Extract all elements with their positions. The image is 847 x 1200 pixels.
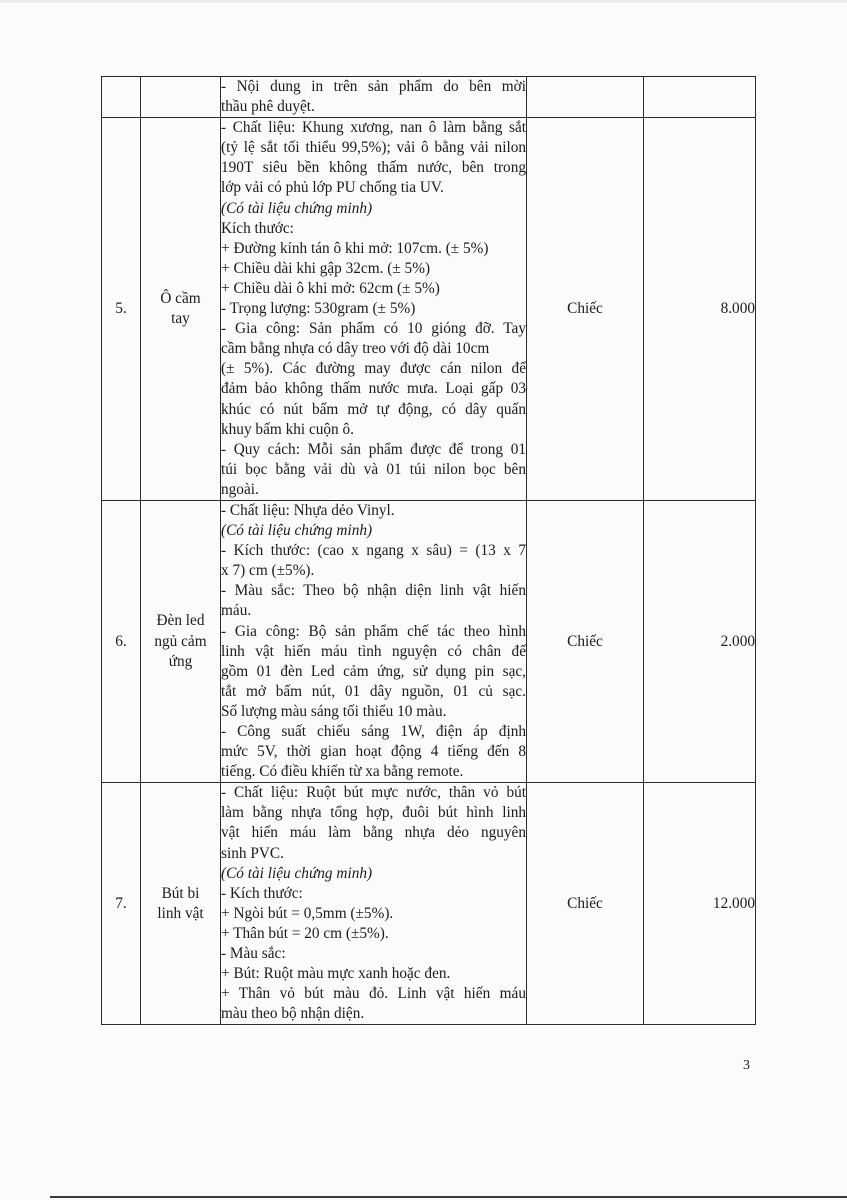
row-quantity: 12.000 xyxy=(644,783,756,1025)
description-line: + Thân bút = 20 cm (±5%). xyxy=(221,924,389,942)
description-line: máu. xyxy=(221,602,252,620)
row-unit: Chiếc xyxy=(527,118,644,501)
row-description xyxy=(221,77,527,118)
description-line: + Chiều dài khi gập 32cm. (± 5%) xyxy=(221,259,431,277)
description-line: khúc có nút bấm mở tự động, có dây quấn xyxy=(221,400,526,418)
description-line: (Có tài liệu chứng minh) xyxy=(221,864,373,882)
row-unit: Chiếc xyxy=(527,783,644,1025)
scan-top-edge xyxy=(0,0,847,3)
description-line: - Màu sắc: xyxy=(221,945,286,963)
description-line: - Quy cách: Mỗi sản phẩm được để trong 01 xyxy=(221,440,526,458)
description-line: - Gia công: Sản phẩm có 10 gióng đỡ. Tay xyxy=(221,320,526,338)
description-line: lớp vải có phủ lớp PU chống tia UV. xyxy=(221,179,444,197)
description-line: sinh PVC. xyxy=(221,844,284,862)
item-name-line: Đèn led xyxy=(156,612,205,630)
description-line: + Đường kính tán ô khi mở: 107cm. (± 5%) xyxy=(221,239,489,257)
description-line: túi bọc bằng vải dù và 01 túi nilon bọc bên xyxy=(221,460,526,478)
row-description xyxy=(221,118,527,501)
row-quantity xyxy=(644,77,756,118)
description-line: mức 5V, thời gian hoạt động 4 tiếng đến 8 xyxy=(221,743,526,761)
spec-table xyxy=(101,76,756,1025)
description-line: - Màu sắc: Theo bộ nhận diện linh vật hiến xyxy=(221,582,526,600)
description-line: linh vật hiến máu tình nguyện có chân đế xyxy=(221,642,526,660)
description-line: đảm bảo không thấm nước mưa. Loại gấp 03 xyxy=(221,380,526,398)
description-line: cầm bằng nhựa có dây treo với độ dài 10cm xyxy=(221,340,490,358)
description-line: làm bằng nhựa tổng hợp, đuôi bút hình linh xyxy=(221,804,526,822)
table-row-item-6 xyxy=(102,500,756,782)
description-line: tiếng. Có điều khiển từ xa bằng remote. xyxy=(221,763,464,781)
item-name-line: ngủ cảm xyxy=(154,632,207,650)
row-stt: 5. xyxy=(102,118,141,501)
row-stt: 7. xyxy=(102,783,141,1025)
description-line: (tỷ lệ sắt tối thiểu 99,5%); vải ô bằng vải nilon xyxy=(221,139,526,157)
description-line: khuy bấm khi cuộn ô. xyxy=(221,420,354,438)
row-unit xyxy=(527,77,644,118)
item-name-line: Bút bi xyxy=(161,884,200,902)
row-quantity: 2.000 xyxy=(644,500,756,782)
description-line: ngoài. xyxy=(221,480,259,498)
description-line: x 7) cm (±5%). xyxy=(221,562,315,580)
item-name-line: ứng xyxy=(168,652,193,670)
table-row-continuation xyxy=(102,77,756,118)
row-description xyxy=(221,783,527,1025)
item-name-line: linh vật xyxy=(157,904,204,922)
row-quantity: 8.000 xyxy=(644,118,756,501)
description-line: (Có tài liệu chứng minh) xyxy=(221,522,373,540)
table-row-item-5 xyxy=(102,118,756,501)
description-line: - Chất liệu: Nhựa dẻo Vinyl. xyxy=(221,501,395,519)
description-line: màu theo bộ nhận diện. xyxy=(221,1005,365,1023)
description-line: + Ngòi bút = 0,5mm (±5%). xyxy=(221,904,394,922)
row-description xyxy=(221,500,527,782)
description-line: + Thân vỏ bút màu đỏ. Linh vật hiến máu xyxy=(221,985,526,1003)
description-line: tắt mở bấm nút, 01 dây nguồn, 01 củ sạc. xyxy=(221,682,526,700)
row-stt: 6. xyxy=(102,500,141,782)
description-line: Số lượng màu sáng tối thiểu 10 màu. xyxy=(221,702,447,720)
row-name xyxy=(141,77,221,118)
description-line: gồm 01 đèn Led cảm ứng, sử dụng pin sạc, xyxy=(221,662,526,680)
description-line: - Kích thước: xyxy=(221,884,303,902)
description-line: vật hiến máu làm bằng nhựa dẻo nguyên xyxy=(221,824,526,842)
description-line: - Gia công: Bộ sản phẩm chế tác theo hình xyxy=(221,622,526,640)
description-line: thầu phê duyệt. xyxy=(221,98,315,116)
description-line: + Bút: Ruột màu mực xanh hoặc đen. xyxy=(221,965,451,983)
row-name xyxy=(141,118,221,501)
scan-bottom-edge xyxy=(50,1196,847,1198)
row-name xyxy=(141,500,221,782)
description-line: - Kích thước: (cao x ngang x sâu) = (13 x 7 xyxy=(221,542,526,560)
description-line: + Chiều dài ô khi mở: 62cm (± 5%) xyxy=(221,279,440,297)
row-name xyxy=(141,783,221,1025)
page-number: 3 xyxy=(743,1058,750,1073)
description-line: Kích thước: xyxy=(221,219,294,237)
description-line: - Nội dung in trên sản phẩm do bên mời xyxy=(221,78,526,95)
description-line: - Chất liệu: Ruột bút mực nước, thân vỏ bút xyxy=(221,784,526,802)
item-name-line: tay xyxy=(171,310,190,328)
row-unit: Chiếc xyxy=(527,500,644,782)
item-name-line: Ô cầm xyxy=(160,289,201,307)
description-line: - Công suất chiếu sáng 1W, điện áp định xyxy=(221,723,526,740)
description-line: (Có tài liệu chứng minh) xyxy=(221,199,373,217)
description-line: - Chất liệu: Khung xương, nan ô làm bằng sắt xyxy=(221,119,526,137)
table-row-item-7 xyxy=(102,783,756,1025)
description-line: - Trọng lượng: 530gram (± 5%) xyxy=(221,300,416,318)
description-line: 190T siêu bền không thấm nước, bên trong xyxy=(221,159,526,177)
description-line: (± 5%). Các đường may được cán nilon để xyxy=(221,360,526,378)
row-stt xyxy=(102,77,141,118)
